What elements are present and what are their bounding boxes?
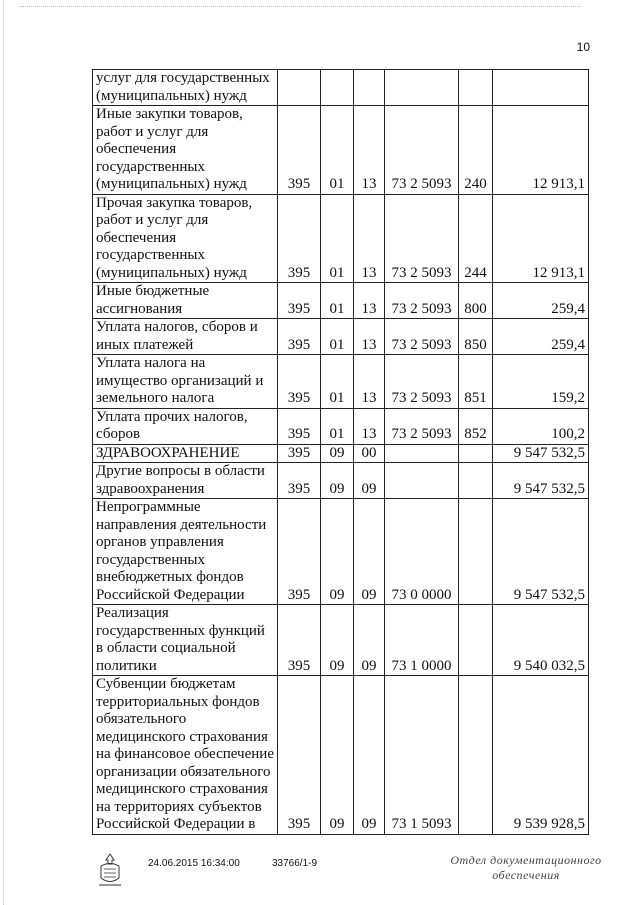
row-target-article: 73 2 5093 — [385, 106, 459, 195]
row-expense-type: 852 — [459, 408, 493, 444]
row-expense-type — [459, 499, 493, 605]
row-amount: 9 547 532,5 — [493, 444, 589, 463]
footer-doc-number: 33766/1-9 — [272, 858, 318, 869]
row-subsection-code: 13 — [354, 408, 385, 444]
row-ved-code: 395 — [278, 283, 321, 319]
row-target-article — [385, 70, 459, 106]
row-expense-type: 851 — [459, 355, 493, 409]
row-name: Реализация государственных функций в области социальной политики — [93, 605, 278, 676]
row-subsection-code: 00 — [354, 444, 385, 463]
row-ved-code: 395 — [278, 499, 321, 605]
row-subsection-code: 13 — [354, 106, 385, 195]
table-row — [93, 408, 589, 444]
row-ved-code: 395 — [278, 106, 321, 195]
row-name: ЗДРАВООХРАНЕНИЕ — [93, 444, 278, 463]
row-target-article: 73 2 5093 — [385, 194, 459, 283]
row-name: Иные закупки товаров, работ и услуг для обеспечения государственных (муниципальных) нужд — [93, 106, 278, 195]
row-subsection-code: 13 — [354, 194, 385, 283]
row-ved-code: 395 — [278, 676, 321, 835]
stamp-line-2: обеспечения — [492, 868, 560, 882]
row-expense-type: 240 — [459, 106, 493, 195]
row-section-code — [321, 70, 354, 106]
row-target-article: 73 1 5093 — [385, 676, 459, 835]
row-section-code: 09 — [321, 676, 354, 835]
emblem-icon — [96, 852, 124, 888]
row-amount — [493, 70, 589, 106]
budget-table-body — [93, 70, 589, 835]
footer-datetime: 24.06.2015 16:34:00 — [148, 858, 240, 869]
row-subsection-code: 09 — [354, 499, 385, 605]
row-expense-type — [459, 605, 493, 676]
row-amount: 9 547 532,5 — [493, 499, 589, 605]
row-subsection-code: 09 — [354, 676, 385, 835]
table-row — [93, 106, 589, 195]
row-target-article — [385, 444, 459, 463]
row-section-code: 01 — [321, 355, 354, 409]
row-name: Прочая закупка товаров, работ и услуг для обеспечения государственных (муниципальных) нужд — [93, 194, 278, 283]
department-stamp — [446, 853, 606, 883]
row-subsection-code: 13 — [354, 355, 385, 409]
row-ved-code: 395 — [278, 444, 321, 463]
row-subsection-code — [354, 70, 385, 106]
row-target-article: 73 2 5093 — [385, 408, 459, 444]
row-expense-type: 800 — [459, 283, 493, 319]
row-subsection-code: 13 — [354, 283, 385, 319]
row-section-code: 01 — [321, 319, 354, 355]
table-row — [93, 194, 589, 283]
row-amount: 9 540 032,5 — [493, 605, 589, 676]
row-expense-type — [459, 444, 493, 463]
row-subsection-code: 09 — [354, 605, 385, 676]
row-ved-code: 395 — [278, 463, 321, 499]
row-amount: 100,2 — [493, 408, 589, 444]
row-ved-code: 395 — [278, 408, 321, 444]
row-amount: 12 913,1 — [493, 106, 589, 195]
row-name: Уплата прочих налогов, сборов — [93, 408, 278, 444]
budget-table — [92, 69, 589, 835]
row-ved-code: 395 — [278, 355, 321, 409]
row-target-article: 73 2 5093 — [385, 319, 459, 355]
row-section-code: 01 — [321, 408, 354, 444]
page-number: 10 — [576, 40, 590, 54]
row-expense-type — [459, 463, 493, 499]
table-row — [93, 444, 589, 463]
row-name: Уплата налогов, сборов и иных платежей — [93, 319, 278, 355]
row-target-article: 73 0 0000 — [385, 499, 459, 605]
row-name: Непрограммные направления деятельности органов управления государственных внебюджетных фондов Российской Федерации — [93, 499, 278, 605]
scan-top-edge — [20, 6, 580, 8]
row-section-code: 09 — [321, 444, 354, 463]
table-row — [93, 676, 589, 835]
row-target-article: 73 2 5093 — [385, 355, 459, 409]
row-ved-code: 395 — [278, 319, 321, 355]
row-name: услуг для государственных (муниципальных) нужд — [93, 70, 278, 106]
row-expense-type — [459, 70, 493, 106]
table-row — [93, 319, 589, 355]
row-ved-code — [278, 70, 321, 106]
row-amount: 259,4 — [493, 319, 589, 355]
row-section-code: 01 — [321, 194, 354, 283]
scan-left-edge — [3, 0, 5, 905]
table-row — [93, 70, 589, 106]
row-section-code: 09 — [321, 499, 354, 605]
row-subsection-code: 13 — [354, 319, 385, 355]
row-section-code: 09 — [321, 605, 354, 676]
row-amount: 12 913,1 — [493, 194, 589, 283]
row-expense-type — [459, 676, 493, 835]
row-name: Субвенции бюджетам территориальных фондов обязательного медицинского страхования на финансовое обеспечение организации обязательного медицинского страхования на территориях субъектов Российской Федерации в — [93, 676, 278, 835]
row-section-code: 09 — [321, 463, 354, 499]
table-row — [93, 283, 589, 319]
row-name: Иные бюджетные ассигнования — [93, 283, 278, 319]
row-target-article: 73 1 0000 — [385, 605, 459, 676]
row-subsection-code: 09 — [354, 463, 385, 499]
row-amount: 159,2 — [493, 355, 589, 409]
row-target-article — [385, 463, 459, 499]
row-amount: 259,4 — [493, 283, 589, 319]
table-row — [93, 463, 589, 499]
row-expense-type: 850 — [459, 319, 493, 355]
row-name: Уплата налога на имущество организаций и земельного налога — [93, 355, 278, 409]
row-section-code: 01 — [321, 106, 354, 195]
row-amount: 9 547 532,5 — [493, 463, 589, 499]
row-section-code: 01 — [321, 283, 354, 319]
table-row — [93, 355, 589, 409]
row-expense-type: 244 — [459, 194, 493, 283]
table-row — [93, 605, 589, 676]
row-ved-code: 395 — [278, 194, 321, 283]
row-amount: 9 539 928,5 — [493, 676, 589, 835]
row-ved-code: 395 — [278, 605, 321, 676]
stamp-line-1: Отдел документационного — [450, 853, 602, 867]
row-target-article: 73 2 5093 — [385, 283, 459, 319]
row-name: Другие вопросы в области здравоохранения — [93, 463, 278, 499]
table-row — [93, 499, 589, 605]
